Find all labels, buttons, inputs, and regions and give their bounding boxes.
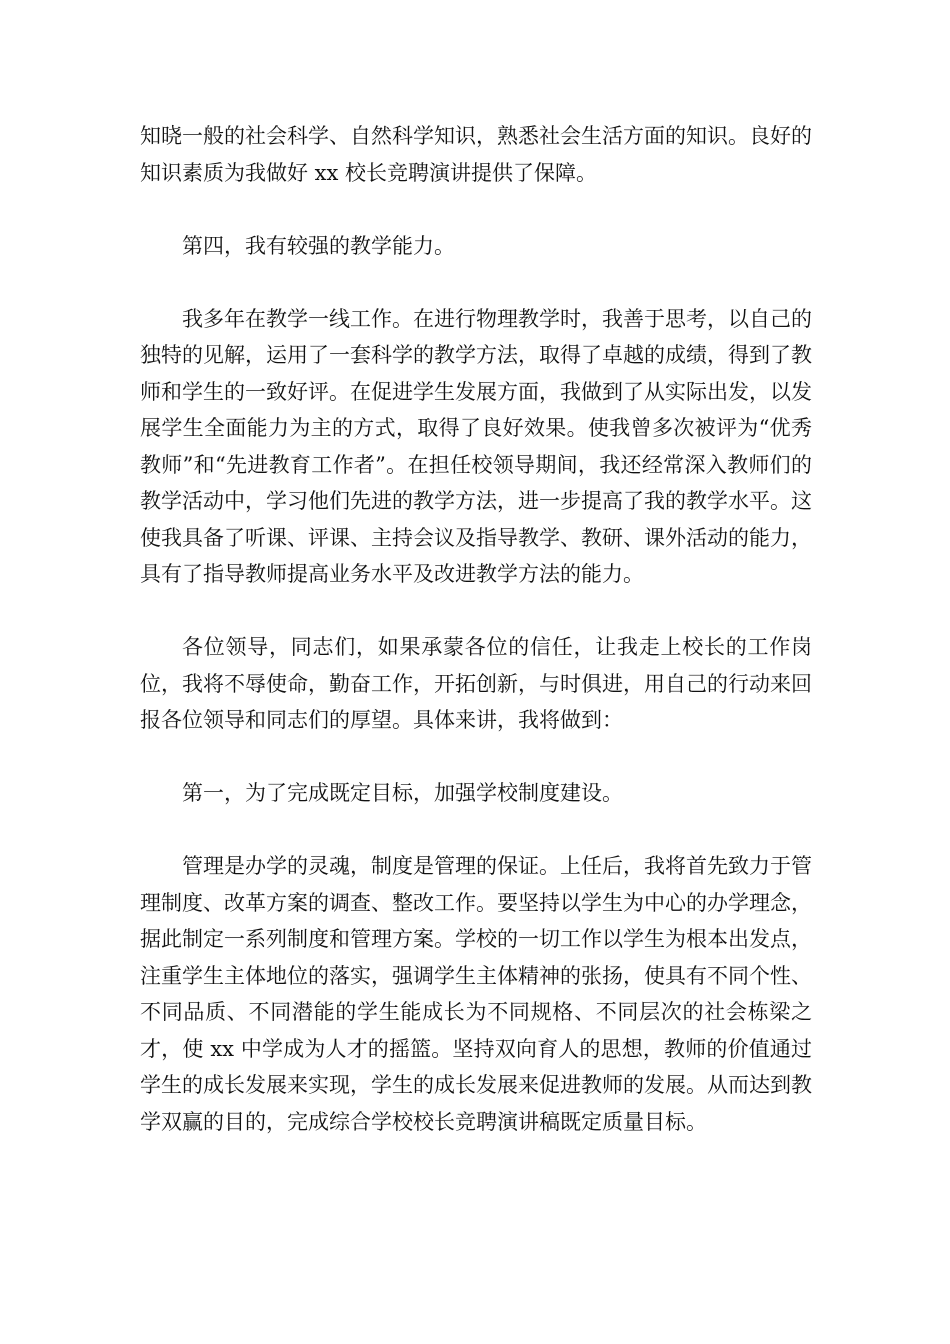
paragraph-first-goal: 第一，为了完成既定目标，加强学校制度建设。 — [182, 781, 623, 805]
document-body — [140, 118, 812, 1140]
paragraph-address-leaders: 各位领导，同志们，如果承蒙各位的信任，让我走上校长的工作岗位，我将不辱使命，勤奋工作，开拓创新，与时俱进，用自己的行动来回报各位领导和同志们的厚望。具体来讲，我将做到： — [140, 635, 812, 732]
paragraph-teaching-ability: 我多年在教学一线工作。在进行物理教学时，我善于思考，以自己的独特的见解，运用了一套科学的教学方法，取得了卓越的成绩，得到了教师和学生的一致好评。在促进学生发展方面，我做到了从实际出发，以发展学生全面能力为主的方式，取得了良好效果。使我曾多次被评为“优秀教师”和“先进教育工作者”。在担任校领导期间，我还经常深入教师们的教学活动中，学习他们先进的教学方法，进一步提高了我的教学水平。这使我具备了听课、评课、主持会议及指导教学、教研、课外活动的能力，具有了指导教师提高业务水平及改进教学方法的能力。 — [140, 306, 812, 586]
paragraph-management: 管理是办学的灵魂，制度是管理的保证。上任后，我将首先致力于管理制度、改革方案的调查、整改工作。要坚持以学生为中心的办学理念，据此制定一系列制度和管理方案。学校的一切工作以学生为根本出发点，注重学生主体地位的落实，强调学生主体精神的张扬，使具有不同个性、不同品质、不同潜能的学生能成长为不同规格、不同层次的社会栋梁之才，使 xx 中学成为人才的摇篮。坚持双向育人的思想，教师的价值通过学生的成长发展来实现，学生的成长发展来促进教师的发展。从而达到教学双赢的目的，完成综合学校校长竞聘演讲稿既定质量目标。 — [140, 854, 812, 1134]
paragraph-knowledge: 知晓一般的社会科学、自然科学知识，熟悉社会生活方面的知识。良好的知识素质为我做好 xx 校长竞聘演讲提供了保障。 — [140, 124, 812, 185]
paragraph-fourth-point: 第四，我有较强的教学能力。 — [182, 233, 455, 258]
